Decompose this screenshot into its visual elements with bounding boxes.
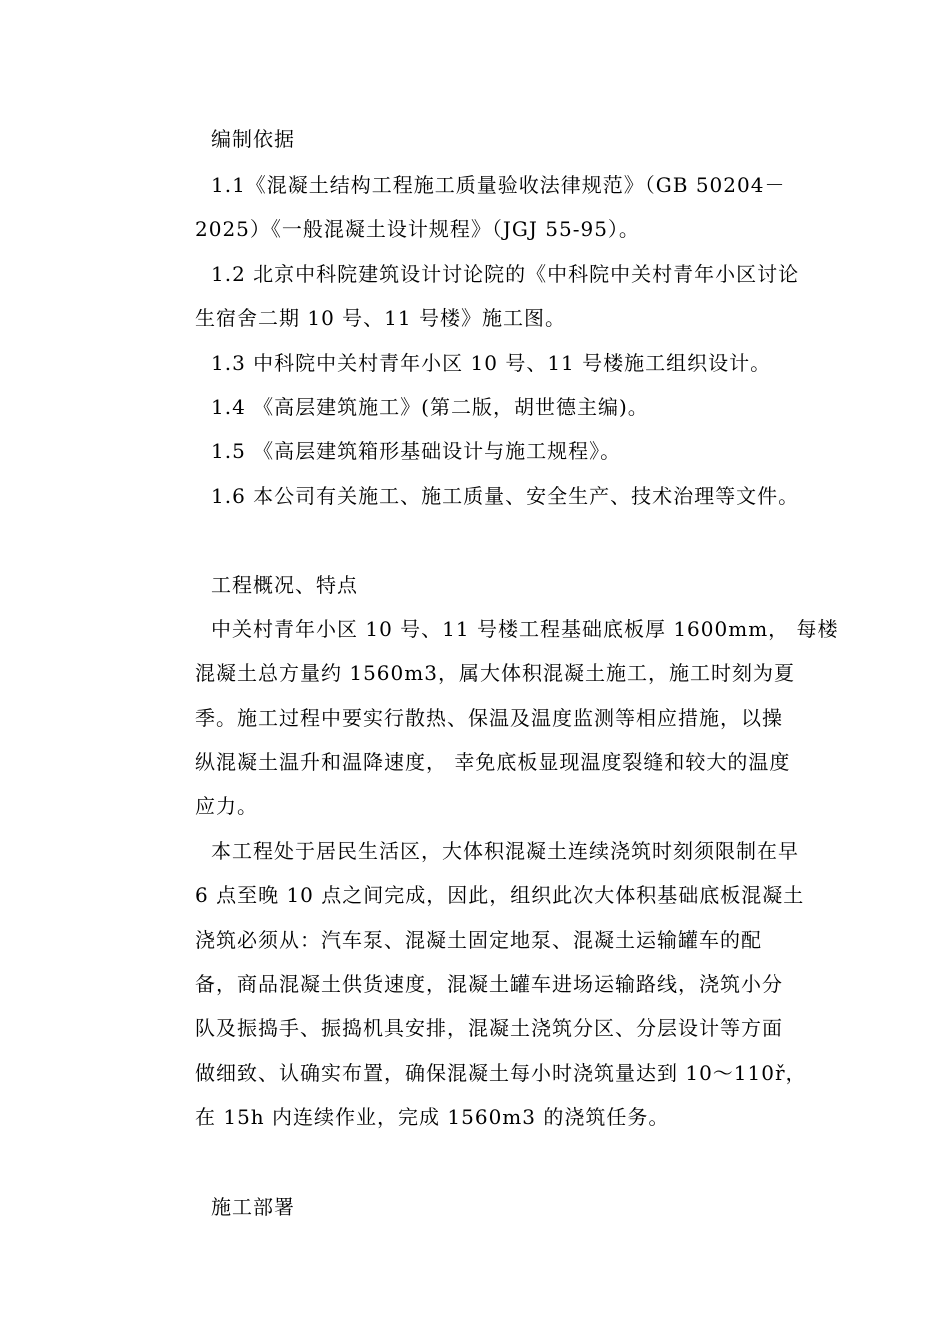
paragraph-line: 1.1《混凝土结构工程施工质量验收法律规范》（GB 50204－ [211, 173, 786, 197]
paragraph-line: 2025）《一般混凝土设计规程》（JGJ 55-95）。 [195, 217, 640, 241]
section-heading-overview: 工程概况、特点 [211, 573, 358, 597]
paragraph-line: 1.3 中科院中关村青年小区 10 号、11 号楼施工组织设计。 [211, 351, 772, 375]
paragraph-line: 备，商品混凝土供货速度，混凝土罐车进场运输路线，浇筑小分 [195, 972, 783, 996]
paragraph-line: 6 点至晚 10 点之间完成，因此，组织此次大体积基础底板混凝土 [195, 883, 805, 907]
paragraph-line: 1.4 《高层建筑施工》(第二版，胡世德主编)。 [211, 395, 649, 419]
paragraph-line: 应力。 [195, 794, 258, 818]
paragraph-line: 混凝土总方量约 1560m3，属大体积混凝土施工，施工时刻为夏 [195, 661, 795, 685]
paragraph-line: 生宿舍二期 10 号、11 号楼》施工图。 [195, 306, 566, 330]
paragraph-line: 纵混凝土温升和温降速度， 幸免底板显现温度裂缝和较大的温度 [195, 750, 791, 774]
paragraph-line: 中关村青年小区 10 号、11 号楼工程基础底板厚 1600mm， 每楼 [211, 617, 839, 641]
paragraph-line: 在 15h 内连续作业，完成 1560m3 的浇筑任务。 [195, 1105, 670, 1129]
paragraph-line: 队及振捣手、振捣机具安排，混凝土浇筑分区、分层设计等方面 [195, 1016, 783, 1040]
paragraph-line: 1.2 北京中科院建筑设计讨论院的《中科院中关村青年小区讨论 [211, 262, 800, 286]
paragraph-line: 浇筑必须从：汽车泵、混凝土固定地泵、混凝土运输罐车的配 [195, 928, 762, 952]
paragraph-line: 1.6 本公司有关施工、施工质量、安全生产、技术治理等文件。 [211, 484, 800, 508]
paragraph-line: 本工程处于居民生活区，大体积混凝土连续浇筑时刻须限制在早 [211, 839, 799, 863]
section-heading-basis: 编制依据 [211, 127, 295, 151]
paragraph-line: 1.5 《高层建筑箱形基础设计与施工规程》。 [211, 439, 622, 463]
paragraph-line: 做细致、认确实布置，确保混凝土每小时浇筑量达到 10～110ř， [195, 1061, 807, 1085]
paragraph-line: 季。施工过程中要实行散热、保温及温度监测等相应措施，以操 [195, 706, 783, 730]
section-heading-deployment: 施工部署 [211, 1195, 295, 1219]
